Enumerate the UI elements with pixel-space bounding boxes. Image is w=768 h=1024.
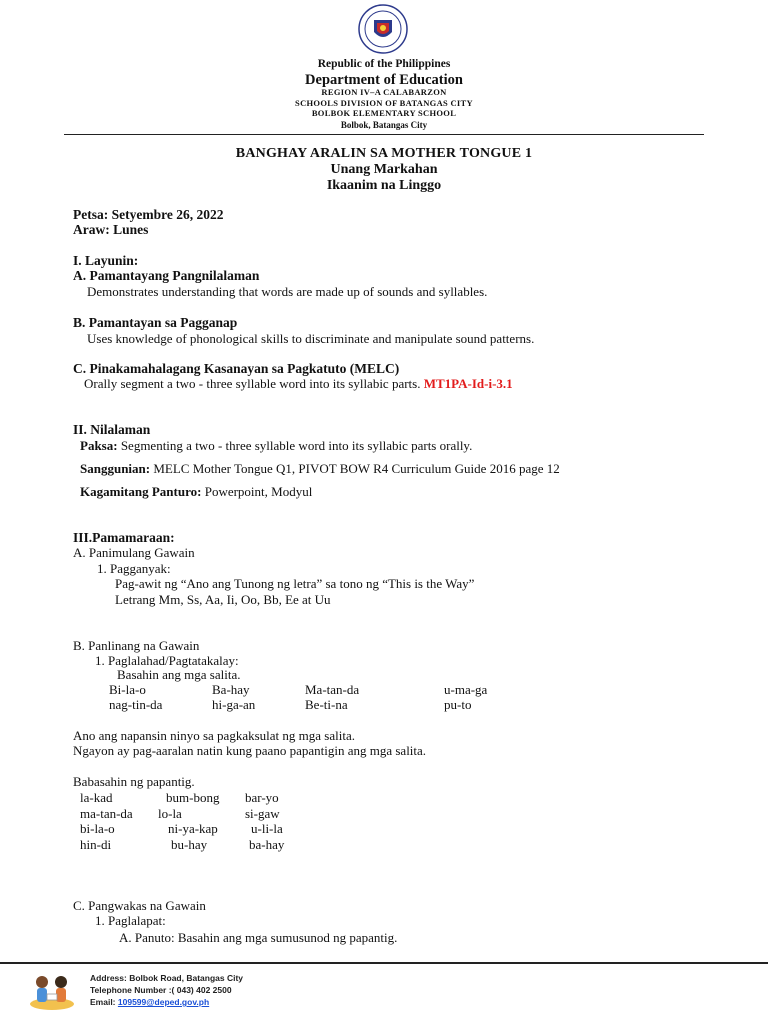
paglalapat-label: 1. Paglalapat: — [95, 913, 166, 928]
location-line: Bolbok, Batangas City — [340, 120, 428, 130]
list-item: la-kad — [80, 790, 113, 805]
paksa-line — [80, 438, 472, 454]
sanggunian-text: MELC Mother Tongue Q1, PIVOT BOW R4 Curriculum Guide 2016 page 12 — [153, 461, 560, 476]
petsa-line: Petsa: Setyembre 26, 2022 — [73, 207, 224, 222]
question-line2: Ngayon ay pag-aaralan natin kung paano papantigin ang mga salita. — [73, 743, 427, 758]
list-item: Be-ti-na — [305, 697, 348, 712]
list-item: bum-bong — [166, 790, 220, 805]
melc-heading: C. Pinakamahalagang Kasanayan sa Pagkatuto (MELC) — [73, 361, 400, 376]
footer-divider — [0, 962, 768, 964]
deped-seal-icon — [358, 4, 408, 54]
list-item: Bi-la-o — [109, 682, 146, 697]
melc-line — [84, 376, 513, 392]
list-item: lo-la — [158, 806, 182, 821]
list-item: pu-to — [444, 697, 472, 712]
sanggunian-line — [80, 461, 560, 477]
list-item: u-li-la — [251, 821, 283, 836]
footer-email-line — [90, 997, 209, 1007]
list-item: Ba-hay — [212, 682, 250, 697]
document-title: BANGHAY ARALIN SA MOTHER TONGUE 1 — [235, 146, 533, 161]
araw-line: Araw: Lunes — [73, 222, 149, 237]
pamantayang-pangnilalaman-text: Demonstrates understanding that words are made up of sounds and syllables. — [87, 284, 488, 299]
kagamitan-label: Kagamitang Panturo: — [80, 484, 202, 499]
footer-telephone: Telephone Number :( 043) 402 2500 — [90, 985, 232, 995]
footer-address: Address: Bolbok Road, Batangas City — [90, 973, 244, 983]
list-item: si-gaw — [245, 806, 280, 821]
footer-email-label: Email: — [90, 997, 116, 1007]
paksa-label: Paksa: — [80, 438, 118, 453]
pagganyak-label: 1. Pagganyak: — [97, 561, 171, 576]
list-item: ba-hay — [249, 837, 285, 852]
list-item: hin-di — [80, 837, 112, 852]
department-line: Department of Education — [305, 72, 463, 88]
panuto-line: A. Panuto: Basahin ang mga sumusunod ng papantig. — [119, 930, 398, 945]
melc-code: MT1PA-Id-i-3.1 — [423, 376, 513, 391]
kagamitan-line — [80, 484, 312, 500]
list-item: bar-yo — [245, 790, 279, 805]
header-divider — [64, 134, 704, 135]
school-line: BOLBOK ELEMENTARY SCHOOL — [311, 108, 457, 118]
region-line: REGION IV–A CALABARZON — [321, 87, 447, 97]
paksa-text: Segmenting a two - three syllable word into its syllabic parts orally. — [120, 438, 473, 453]
paglalahad-label: 1. Paglalahad/Pagtatakalay: — [95, 653, 239, 668]
school-logo-icon — [28, 968, 76, 1012]
footer-email-link[interactable]: 109599@deped.gov.ph — [117, 997, 210, 1007]
kagamitan-text: Powerpoint, Modyul — [204, 484, 313, 499]
list-item: bi-la-o — [80, 821, 115, 836]
sanggunian-label: Sanggunian: — [80, 461, 151, 476]
week-label: Ikaanim na Linggo — [326, 178, 442, 193]
list-item: hi-ga-an — [212, 697, 256, 712]
list-item: ma-tan-da — [80, 806, 133, 821]
pamamaraan-heading: III.Pamamaraan: — [73, 530, 175, 545]
panimulang-gawain-heading: A. Panimulang Gawain — [73, 545, 195, 560]
nilalaman-heading: II. Nilalaman — [73, 422, 151, 437]
republic-line: Republic of the Philippines — [317, 58, 451, 70]
list-item: Ma-tan-da — [305, 682, 360, 697]
melc-text: Orally segment a two - three syllable word into its syllabic parts. — [84, 376, 421, 391]
pamantayang-pangnilalaman-heading: A. Pamantayang Pangnilalaman — [73, 268, 260, 283]
basahin-instruction: Basahin ang mga salita. — [117, 667, 241, 682]
babasahin-label: Babasahin ng papantig. — [73, 774, 195, 789]
pamantayan-pagganap-text: Uses knowledge of phonological skills to discriminate and manipulate sound patterns. — [87, 331, 535, 346]
layunin-heading: I. Layunin: — [73, 253, 139, 268]
division-line: SCHOOLS DIVISION OF BATANGAS CITY — [295, 98, 473, 108]
list-item: u-ma-ga — [444, 682, 488, 697]
list-item: bu-hay — [171, 837, 208, 852]
pamantayan-pagganap-heading: B. Pamantayan sa Pagganap — [73, 315, 238, 330]
pagganyak-line2: Letrang Mm, Ss, Aa, Ii, Oo, Bb, Ee at Uu — [115, 592, 331, 607]
quarter-label: Unang Markahan — [330, 162, 438, 177]
pagganyak-line1: Pag-awit ng “Ano ang Tunong ng letra” sa tono ng “This is the Way” — [115, 576, 475, 591]
list-item: ni-ya-kap — [168, 821, 218, 836]
question-line1: Ano ang napansin ninyo sa pagkaksulat ng mga salita. — [73, 728, 355, 743]
panlinang-gawain-heading: B. Panlinang na Gawain — [73, 638, 200, 653]
pangwakas-gawain-heading: C. Pangwakas na Gawain — [73, 898, 206, 913]
list-item: nag-tin-da — [109, 697, 163, 712]
